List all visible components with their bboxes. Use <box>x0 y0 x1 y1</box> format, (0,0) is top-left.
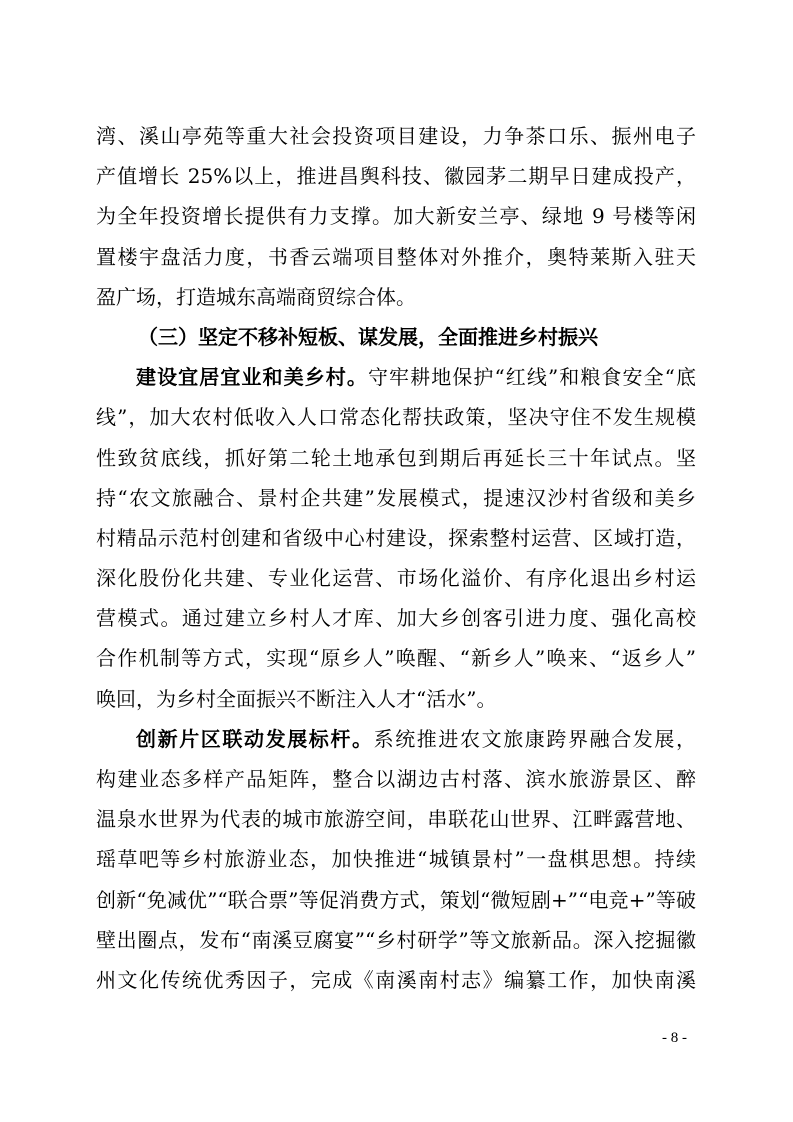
text-line: 产值增长 25%以上，推进昌舆科技、徽园茅二期早日建成投产， <box>96 164 696 189</box>
text-span: 系统推进农文旅康跨界融合发展， <box>373 726 697 751</box>
text-line: 盈广场，打造城东高端商贸综合体。 <box>96 284 416 309</box>
text-line: 营模式。通过建立乡村人才库、加大乡创客引进力度、强化高校 <box>96 606 696 631</box>
paragraph <box>96 719 696 1000</box>
text-line: 州文化传统优秀因子，完成《南溪南村志》编纂工作，加快南溪 <box>96 967 696 992</box>
text-line: 合作机制等方式，实现“原乡人”唤醒、“新乡人”唤来、“返乡人” <box>96 646 696 671</box>
text-line: 唤回，为乡村全面振兴不断注入人才“活水”。 <box>96 686 497 711</box>
paragraph-lead: 建设宜居宜业和美乡村。 <box>136 365 368 390</box>
paragraph <box>96 357 696 719</box>
section-heading: （三）坚定不移补短板、谋发展，全面推进乡村振兴 <box>138 324 598 349</box>
text-line: 置楼宇盘活力度，书香云端项目整体对外推介，奥特莱斯入驻天 <box>96 244 696 269</box>
text-line <box>96 357 696 397</box>
text-line: 湾、溪山亭苑等重大社会投资项目建设，力争茶口乐、振州电子 <box>96 124 696 148</box>
text-line: 深化股份化共建、专业化运营、市场化溢价、有序化退出乡村运 <box>96 566 696 591</box>
page-number: - 8 - <box>662 1030 687 1046</box>
text-line: 性致贫底线，抓好第二轮土地承包到期后再延长三十年试点。坚 <box>96 445 696 470</box>
text-line: 构建业态多样产品矩阵，整合以湖边古村落、滨水旅游景区、醉 <box>96 767 696 791</box>
text-line: 持“农文旅融合、景村企共建”发展模式，提速汉沙村省级和美乡 <box>96 485 696 510</box>
text-line <box>96 719 696 759</box>
text-line: 壁出圈点，发布“南溪豆腐宴”“乡村研学”等文旅新品。深入挖掘徽 <box>96 927 696 952</box>
paragraph <box>96 116 696 317</box>
document-body <box>96 116 696 1000</box>
text-span: 守牢耕地保护“红线”和粮食安全“底 <box>367 365 696 390</box>
text-line: 瑶草吧等乡村旅游业态，加快推进“城镇景村”一盘棋思想。持续 <box>96 847 696 872</box>
text-line: 村精品示范村创建和省级中心村建设，探索整村运营、区域打造， <box>96 525 696 550</box>
text-line: 线”，加大农村低收入人口常态化帮扶政策，坚决守住不发生规模 <box>96 405 696 430</box>
text-line: 创新“免减优”“联合票”等促消费方式，策划“微短剧+”“电竞+”等破 <box>96 887 696 912</box>
text-line: 温泉水世界为代表的城市旅游空间，串联花山世界、江畔露营地、 <box>96 807 696 832</box>
text-line: 为全年投资增长提供有力支撑。加大新安兰亭、绿地 9 号楼等闲 <box>96 204 696 229</box>
paragraph-lead: 创新片区联动发展标杆。 <box>136 726 374 751</box>
